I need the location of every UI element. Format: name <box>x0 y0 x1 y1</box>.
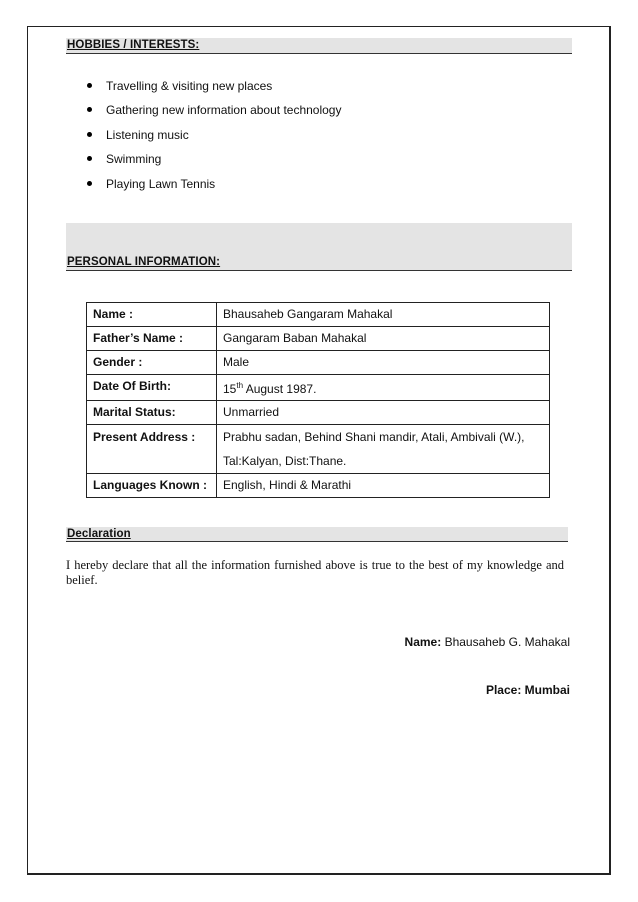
list-item: Swimming <box>66 149 341 173</box>
row-value: English, Hindi & Marathi <box>217 474 550 498</box>
declaration-title: Declaration <box>67 528 131 540</box>
personal-title: PERSONAL INFORMATION: <box>67 256 221 268</box>
table-row <box>87 351 550 375</box>
row-key: Date Of Birth: <box>87 375 217 401</box>
signature-place: Place: Mumbai <box>485 683 570 697</box>
row-value: Unmarried <box>217 401 550 425</box>
row-value: Male <box>217 351 550 375</box>
row-value: Gangaram Baban Mahakal <box>217 327 550 351</box>
declaration-header-bar <box>66 527 568 542</box>
signature-name: Name: Bhausaheb G. Mahakal <box>404 635 570 649</box>
table-row <box>87 327 550 351</box>
bullet-icon <box>87 132 92 137</box>
row-value: 15th August 1987. <box>217 375 550 401</box>
list-item: Travelling & visiting new places <box>66 76 341 100</box>
row-key: Present Address : <box>87 425 217 474</box>
list-item: Playing Lawn Tennis <box>66 174 341 198</box>
hobbies-title: HOBBIES / INTERESTS: <box>67 39 200 51</box>
table-row <box>87 303 550 327</box>
list-item: Gathering new information about technology <box>66 100 341 124</box>
row-key: Marital Status: <box>87 401 217 425</box>
row-key: Father’s Name : <box>87 327 217 351</box>
row-key: Name : <box>87 303 217 327</box>
row-key: Languages Known : <box>87 474 217 498</box>
table-row <box>87 474 550 498</box>
table-row <box>87 401 550 425</box>
row-key: Gender : <box>87 351 217 375</box>
declaration-text: I hereby declare that all the information furnished above is true to the best of my knowledge and belief. <box>66 558 564 587</box>
table-row <box>87 375 550 401</box>
personal-info-table <box>86 302 550 498</box>
row-value: Prabhu sadan, Behind Shani mandir, Atali, Ambivali (W.), Tal:Kalyan, Dist:Thane. <box>217 425 550 474</box>
bullet-icon <box>87 107 92 112</box>
table-row <box>87 425 550 474</box>
bullet-icon <box>87 156 92 161</box>
hobbies-list <box>66 76 341 198</box>
row-value: Bhausaheb Gangaram Mahakal <box>217 303 550 327</box>
bullet-icon <box>87 83 92 88</box>
list-item: Listening music <box>66 125 341 149</box>
bullet-icon <box>87 181 92 186</box>
